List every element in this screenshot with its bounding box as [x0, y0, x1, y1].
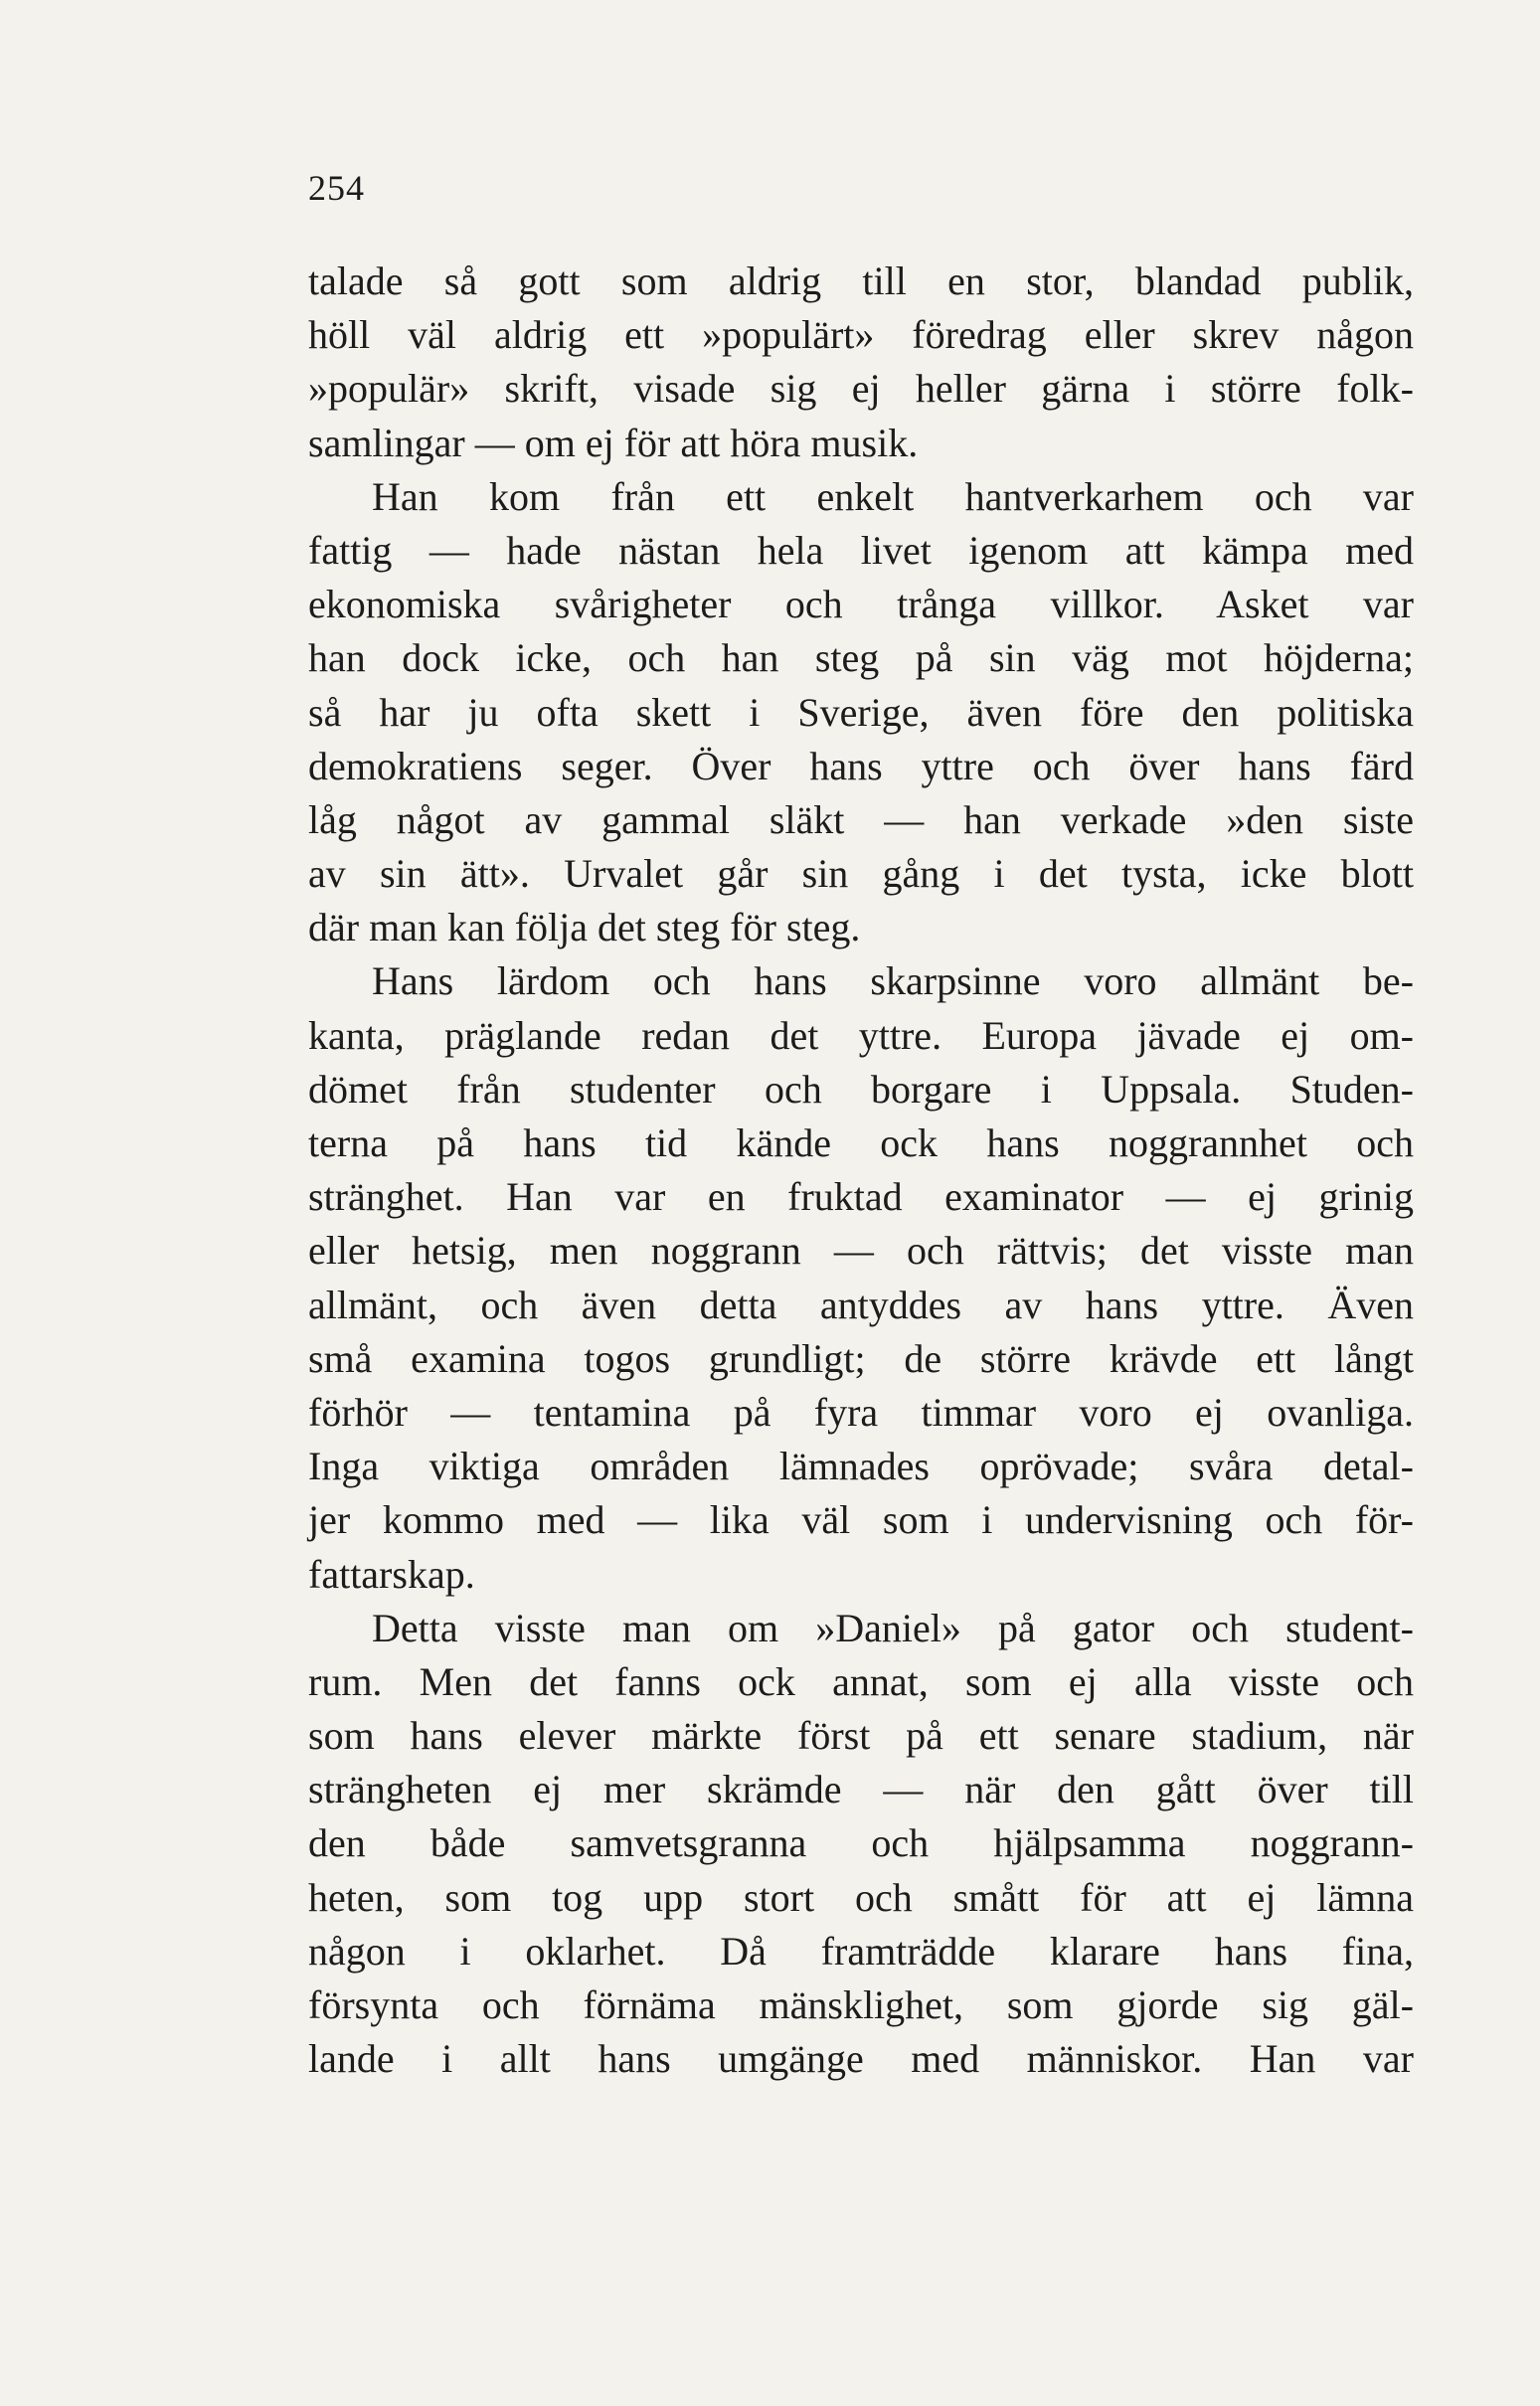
text-line: ekonomiska svårigheter och trånga villkor. Asket var	[308, 582, 1414, 627]
text-line: allmänt, och även detta antyddes av hans yttre. Även	[308, 1282, 1414, 1327]
text-line: rum. Men det fanns ock annat, som ej alla visste och	[308, 1658, 1414, 1704]
text-line: försynta och förnäma mänsklighet, som gjorde sig gäl-	[308, 1982, 1414, 2027]
text-line: demokratiens seger. Över hans yttre och över hans färd	[308, 743, 1414, 788]
text-line: samlingar — om ej för att höra musik.	[308, 420, 919, 465]
text-line: av sin ätt». Urvalet går sin gång i det tysta, icke blott	[308, 851, 1414, 897]
text-line: talade så gott som aldrig till en stor, blandad publik,	[308, 258, 1414, 303]
text-line: Hans lärdom och hans skarpsinne voro allmänt be-	[372, 958, 1414, 1004]
text-line: kanta, präglande redan det yttre. Europa jävade ej om-	[308, 1012, 1414, 1058]
text-line: där man kan följa det steg för steg.	[308, 905, 861, 950]
text-line: så har ju ofta skett i Sverige, även före den politiska	[308, 689, 1414, 735]
text-line: små examina togos grundligt; de större krävde ett långt	[308, 1335, 1414, 1381]
text-line: dömet från studenter och borgare i Uppsala. Studen-	[308, 1066, 1414, 1112]
text-line: som hans elever märkte först på ett senare stadium, när	[308, 1713, 1414, 1759]
text-line: terna på hans tid kände ock hans noggrannhet och	[308, 1120, 1414, 1165]
text-line: »populär» skrift, visade sig ej heller gärna i större folk-	[308, 366, 1414, 412]
text-line: jer kommo med — lika väl som i undervisning och för-	[308, 1497, 1414, 1543]
text-line: fattig — hade nästan hela livet igenom att kämpa med	[308, 527, 1414, 573]
text-line: strängheten ej mer skrämde — när den gått över till	[308, 1767, 1414, 1812]
text-line: heten, som tog upp stort och smått för att ej lämna	[308, 1874, 1414, 1920]
text-line: Han kom från ett enkelt hantverkarhem och var	[372, 473, 1414, 519]
text-line: Detta visste man om »Daniel» på gator och student-	[372, 1605, 1414, 1650]
body-text	[308, 255, 1414, 2086]
page-number: 254	[308, 168, 365, 208]
text-line: Inga viktiga områden lämnades oprövade; svåra detal-	[308, 1444, 1414, 1489]
text-line: den både samvetsgranna och hjälpsamma noggrann-	[308, 1820, 1414, 1866]
text-line: lande i allt hans umgänge med människor. Han var	[308, 2036, 1414, 2082]
text-line: höll väl aldrig ett »populärt» föredrag eller skrev någon	[308, 312, 1414, 358]
text-line: eller hetsig, men noggrann — och rättvis; det visste man	[308, 1228, 1414, 1274]
text-line: fattarskap.	[308, 1551, 475, 1597]
text-line: stränghet. Han var en fruktad examinator — ej grinig	[308, 1174, 1414, 1220]
text-line: någon i oklarhet. Då framträdde klarare hans fina,	[308, 1928, 1414, 1974]
text-line: han dock icke, och han steg på sin väg mot höjderna;	[308, 635, 1414, 681]
text-line: förhör — tentamina på fyra timmar voro ej ovanliga.	[308, 1389, 1414, 1435]
text-line: låg något av gammal släkt — han verkade »den siste	[308, 796, 1414, 842]
